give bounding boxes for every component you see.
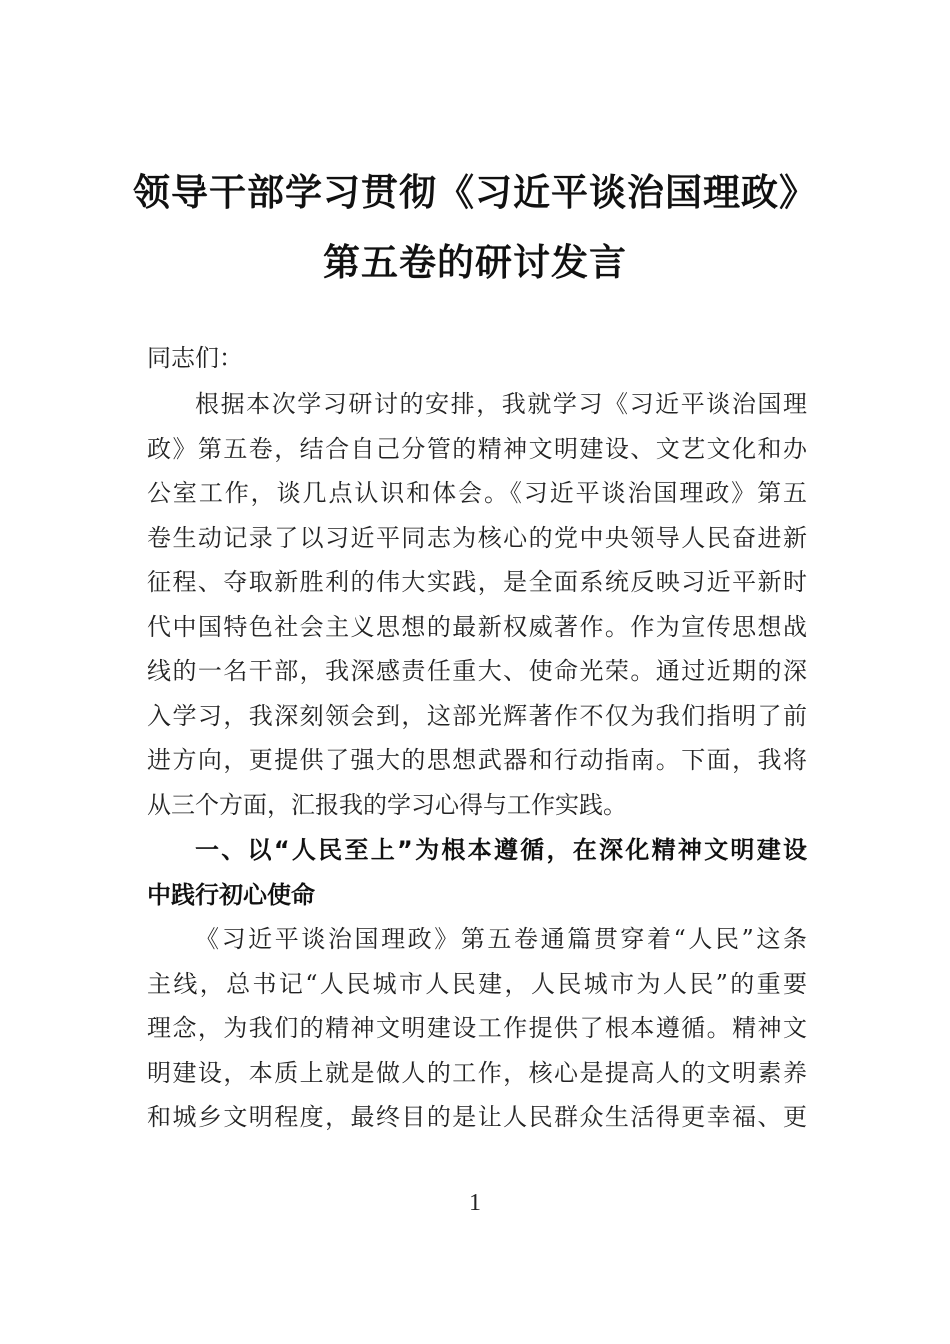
document-title-line-2: 第五卷的研讨发言 — [323, 240, 627, 284]
paragraph-line: 公室工作，谈几点认识和体会。《习近平谈治国理政》第五 — [147, 479, 807, 507]
paragraph-line: 政》第五卷，结合自己分管的精神文明建设、文艺文化和办 — [147, 434, 807, 463]
paragraph-line: 卷生动记录了以习近平同志为核心的党中央领导人民奋进新 — [147, 523, 807, 552]
paragraph-line: 和城乡文明程度，最终目的是让人民群众生活得更幸福、更 — [147, 1103, 807, 1131]
section-heading-1 — [147, 828, 807, 917]
paragraph-line: 从三个方面，汇报我的学习心得与工作实践。 — [147, 790, 627, 819]
heading-line: 中践行初心使命 — [147, 880, 315, 909]
paragraph-line: 代中国特色社会主义思想的最新权威著作。作为宣传思想战 — [147, 612, 807, 641]
paragraph-2 — [147, 917, 807, 1140]
paragraph-line: 理念，为我们的精神文明建设工作提供了根本遵循。精神文 — [147, 1014, 807, 1042]
paragraph-line: 主线，总书记“人民城市人民建，人民城市为人民”的重要 — [147, 969, 807, 998]
paragraph-line: 进方向，更提供了强大的思想武器和行动指南。下面，我将 — [147, 746, 807, 774]
paragraph-line: 《习近平谈治国理政》第五卷通篇贯穿着“人民”这条 — [195, 925, 807, 953]
paragraph-line: 根据本次学习研讨的安排，我就学习《习近平谈治国理 — [195, 390, 807, 418]
paragraph-line: 入学习，我深刻领会到，这部光辉著作不仅为我们指明了前 — [147, 701, 807, 730]
salutation: 同志们： — [147, 344, 243, 372]
paragraph-line: 线的一名干部，我深感责任重大、使命光荣。通过近期的深 — [147, 657, 807, 685]
page-number: 1 — [469, 1190, 481, 1216]
paragraph-line: 征程、夺取新胜利的伟大实践，是全面系统反映习近平新时 — [147, 568, 807, 596]
document-title-line-1: 领导干部学习贯彻《习近平谈治国理政》 — [133, 170, 817, 214]
heading-line: 一、以“人民至上”为根本遵循，在深化精神文明建设 — [195, 836, 807, 864]
paragraph-1 — [147, 382, 807, 827]
paragraph-line: 明建设，本质上就是做人的工作，核心是提高人的文明素养 — [147, 1058, 807, 1087]
